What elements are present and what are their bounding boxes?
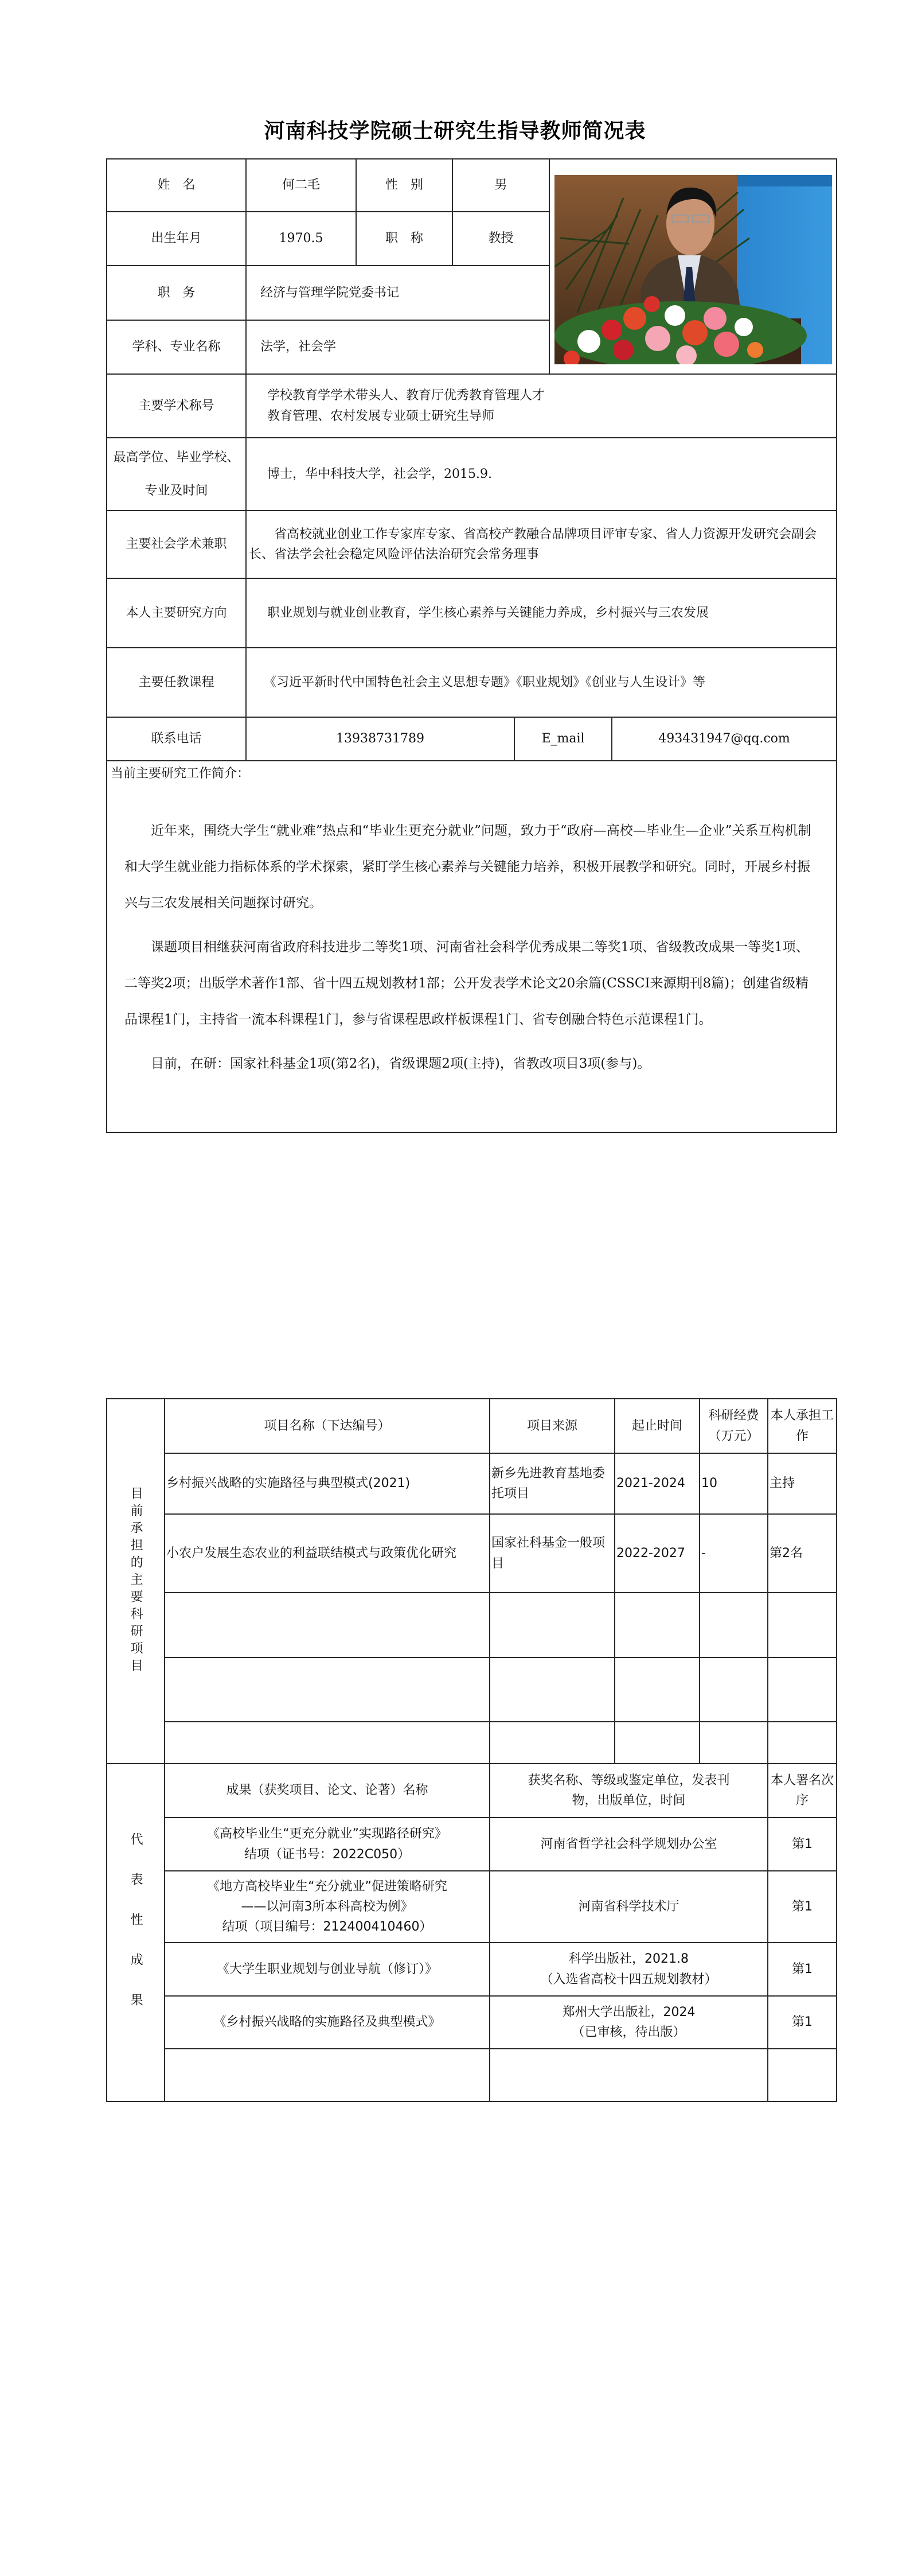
achievements-header-order (767, 1763, 837, 1818)
discipline-value: 法学，社会学 (260, 340, 337, 355)
project-row-2-role (767, 1513, 837, 1593)
project-row-1-period (614, 1453, 700, 1515)
courses-value-cell (245, 647, 837, 718)
achievements-header-unit-text: 获奖名称、等级或鉴定单位，发表刊物，出版单位，时间 (528, 1773, 730, 1808)
project-source-text: 新乡先进教育基地委托项目 (491, 1466, 606, 1501)
discipline-value-cell (245, 320, 550, 375)
name-label-cell (106, 158, 247, 212)
research-value-cell (245, 578, 837, 648)
achievement-name-line: 《地方高校毕业生“充分就业”促进策略研究 (207, 1879, 447, 1894)
achievement-name-line: 《大学生职业规划与创业导航（修订）》 (216, 1962, 438, 1976)
achievement-name-line: ——以河南3所本科高校为例》 (241, 1899, 413, 1914)
projects-header-funding (699, 1398, 768, 1454)
birth-label-cell (106, 211, 247, 266)
titles-line-2: 教育管理、农村发展专业硕士研究生导师 (267, 408, 495, 423)
achievement-order-text: 第1 (792, 2015, 813, 2030)
titles-label-cell (106, 373, 247, 438)
phone-value-cell (245, 717, 515, 761)
achievement-order-text: 第1 (792, 1836, 813, 1851)
discipline-label: 学科、专业名称 (132, 340, 221, 355)
email-label: E_mail (541, 731, 585, 746)
projects-header-role (767, 1398, 837, 1454)
social-label: 主要社会学术兼职 (126, 537, 227, 552)
titles-line-1: 学校教育学学术带头人、教育厅优秀教育管理人才 (267, 388, 545, 403)
achievements-section-label-cell (106, 1763, 165, 2102)
titles-value-cell (245, 373, 837, 438)
project-row-5-funding (699, 1721, 768, 1764)
achievement-row-4-order (767, 1995, 837, 2049)
project-row-1-source (489, 1453, 615, 1515)
project-row-4-funding (699, 1657, 768, 1722)
phone-label-cell (106, 717, 247, 761)
gender-label: 性 别 (385, 178, 423, 193)
rank-value-cell (452, 211, 550, 266)
courses-label-cell (106, 647, 247, 718)
research-value: 职业规划与就业创业教育，学生核心素养与关键能力养成，乡村振兴与三农发展 (267, 605, 709, 620)
projects-header-source-text: 项目来源 (526, 1418, 577, 1433)
achievement-order-text: 第1 (792, 1899, 813, 1914)
achievement-row-1-name (164, 1817, 490, 1871)
achievement-row-3-unit (489, 1942, 768, 1997)
project-row-1-role (767, 1453, 837, 1515)
name-value-cell (245, 158, 357, 212)
projects-header-period (614, 1398, 700, 1454)
projects-header-source (489, 1398, 615, 1454)
project-row-5-role (767, 1721, 837, 1764)
achievements-header-order-text: 本人署名次序 (771, 1773, 834, 1808)
achievement-unit-line: 河南省科学技术厅 (578, 1899, 679, 1914)
social-value: 省高校就业创业工作专家库专家、省高校产教融合品牌项目评审专家、省人力资源开发研究会副会长、省法学会社会稳定风险评估法治研究会常务理事 (249, 527, 817, 562)
titles-label: 主要学术称号 (138, 398, 214, 413)
projects-header-period-text: 起止时间 (631, 1418, 682, 1433)
achievement-unit-line: 科学出版社，2021.8 (569, 1952, 689, 1967)
position-value-cell (245, 265, 550, 321)
name-label: 姓 名 (157, 178, 196, 193)
social-label-cell (106, 510, 247, 579)
position-label-cell (106, 265, 247, 321)
project-period-text: 2022-2027 (616, 1546, 685, 1561)
achievements-section-label: 代表性成果 (128, 1832, 143, 2033)
social-value-cell (245, 510, 837, 579)
birth-value-cell (245, 211, 357, 266)
courses-value: 《习近平新时代中国特色社会主义思想专题》《职业规划》《创业与人生设计》等 (264, 675, 706, 690)
project-role-text: 主持 (770, 1476, 795, 1491)
phone-label: 联系电话 (151, 731, 202, 746)
project-period-text: 2021-2024 (616, 1476, 685, 1491)
achievements-header-name-text: 成果（获奖项目、论文、论著）名称 (226, 1783, 428, 1798)
research-label: 本人主要研究方向 (126, 605, 227, 620)
email-value: 493431947@qq.com (658, 731, 790, 746)
degree-label-cell (106, 437, 247, 511)
project-row-2-source (489, 1513, 615, 1593)
project-funding-text: 10 (701, 1476, 717, 1491)
position-value: 经济与管理学院党委书记 (260, 285, 400, 300)
achievement-unit-line: 郑州大学出版社，2024 (562, 2005, 696, 2019)
project-row-2-name (164, 1513, 490, 1593)
degree-value: 博士，华中科技大学，社会学，2015.9. (267, 466, 492, 481)
project-row-2-period (614, 1513, 700, 1593)
project-row-2-funding (699, 1513, 768, 1593)
achievement-row-2-unit (489, 1870, 768, 1943)
project-row-4-name (164, 1657, 490, 1722)
project-row-3-funding (699, 1592, 768, 1658)
project-name-text: 乡村振兴战略的实施路径与典型模式(2021) (166, 1476, 411, 1491)
degree-label: 最高学位、毕业学校、专业及时间 (113, 450, 240, 498)
gender-value-cell (452, 158, 550, 212)
project-row-5-period (614, 1721, 700, 1764)
degree-value-cell (245, 437, 837, 511)
research-label-cell (106, 578, 247, 648)
achievement-row-1-order (767, 1817, 837, 1871)
achievement-unit-line: （已审核，待出版） (572, 2025, 686, 2040)
achievement-name-line: 结项（证书号：2022C050） (244, 1847, 411, 1862)
projects-header-name (164, 1398, 490, 1454)
achievement-row-3-order (767, 1942, 837, 1997)
project-funding-text: - (701, 1546, 706, 1561)
intro-cell (106, 760, 837, 1133)
achievement-row-2-order (767, 1870, 837, 1943)
gender-label-cell (356, 158, 453, 212)
intro-heading: 当前主要研究工作简介： (111, 766, 250, 781)
achievement-row-3-name (164, 1942, 490, 1997)
project-row-1-funding (699, 1453, 768, 1515)
rank-label-cell (356, 211, 453, 266)
achievement-name-line: 《高校毕业生“更充分就业”实现路径研究》 (207, 1827, 447, 1842)
achievement-name-line: 结项（项目编号：212400410460） (222, 1920, 432, 1935)
achievement-row-4-unit (489, 1995, 768, 2049)
project-row-4-period (614, 1657, 700, 1722)
project-role-text: 第2名 (770, 1546, 803, 1561)
achievement-name-line: 《乡村振兴战略的实施路径及典型模式》 (213, 2015, 441, 2030)
project-name-text: 小农户发展生态农业的利益联结模式与政策优化研究 (166, 1546, 457, 1561)
project-row-5-name (164, 1721, 490, 1764)
achievement-row-5-order (767, 2048, 837, 2102)
position-label: 职 务 (157, 285, 196, 300)
rank-value: 教授 (488, 231, 514, 246)
gender-value: 男 (494, 178, 507, 193)
projects-header-name-text: 项目名称（下达编号） (264, 1418, 390, 1433)
projects-header-role-text: 本人承担工作 (770, 1408, 834, 1443)
achievement-unit-line: 河南省哲学社会科学规划办公室 (540, 1836, 717, 1851)
achievements-header-name (164, 1763, 490, 1818)
achievement-unit-line: （入选省高校十四五规划教材） (540, 1972, 717, 1987)
document-title: 河南科技学院硕士研究生指导教师简况表 (264, 119, 646, 143)
email-label-cell (514, 717, 612, 761)
project-row-4-source (489, 1657, 615, 1722)
projects-section-label: 目前承担的主要科研项目 (128, 1487, 143, 1676)
intro-paragraph-3: 目前，在研：国家社科基金1项(第2名)，省级课题2项(主持)，省教改项目3项(参与)。 (151, 1056, 651, 1071)
project-row-5-source (489, 1721, 615, 1764)
birth-label: 出生年月 (151, 231, 202, 246)
achievement-row-5-unit (489, 2048, 768, 2102)
courses-label: 主要任教课程 (138, 675, 214, 690)
project-row-1-name (164, 1453, 490, 1515)
discipline-label-cell (106, 320, 247, 375)
achievements-header-unit (489, 1763, 768, 1818)
photo-cell (549, 158, 837, 375)
intro-paragraph-2: 课题项目相继获河南省政府科技进步二等奖1项、河南省社会科学优秀成果二等奖1项、省级教改成果一等奖1项、二等奖2项；出版学术著作1部、省十四五规划教材1部；公开发表学术论文20余篇(CSSCI来源期刊8篇)；创建省级精品课程1门，主持省一流本科课程1门，参与省课程思政样板课程1门、省专创融合特色示范课程1门。 (124, 940, 809, 1027)
project-row-3-source (489, 1592, 615, 1658)
email-value-cell (611, 717, 837, 761)
projects-section-label-cell (106, 1398, 165, 1764)
project-row-3-name (164, 1592, 490, 1658)
achievement-row-2-name (164, 1870, 490, 1943)
phone-value: 13938731789 (336, 731, 424, 746)
projects-header-funding-text: 科研经费（万元） (708, 1408, 759, 1443)
project-row-3-role (767, 1592, 837, 1658)
portrait-photo-icon (554, 175, 832, 364)
name-value: 何二毛 (282, 178, 320, 193)
achievement-row-1-unit (489, 1817, 768, 1871)
achievement-row-4-name (164, 1995, 490, 2049)
birth-value: 1970.5 (279, 231, 323, 246)
achievement-row-5-name (164, 2048, 490, 2102)
intro-paragraph-1: 近年来，围绕大学生“就业难”热点和“毕业生更充分就业”问题，致力于“政府—高校—毕业生—企业”关系互构机制和大学生就业能力指标体系的学术探索，紧盯学生核心素养与关键能力培养，积极开展教学和研究。同时，开展乡村振兴与三农发展相关问题探讨研究。 (124, 823, 811, 910)
project-row-3-period (614, 1592, 700, 1658)
project-row-4-role (767, 1657, 837, 1722)
achievement-order-text: 第1 (792, 1962, 813, 1976)
project-source-text: 国家社科基金一般项目 (491, 1536, 606, 1571)
rank-label: 职 称 (385, 231, 423, 246)
portrait-photo (554, 175, 832, 364)
